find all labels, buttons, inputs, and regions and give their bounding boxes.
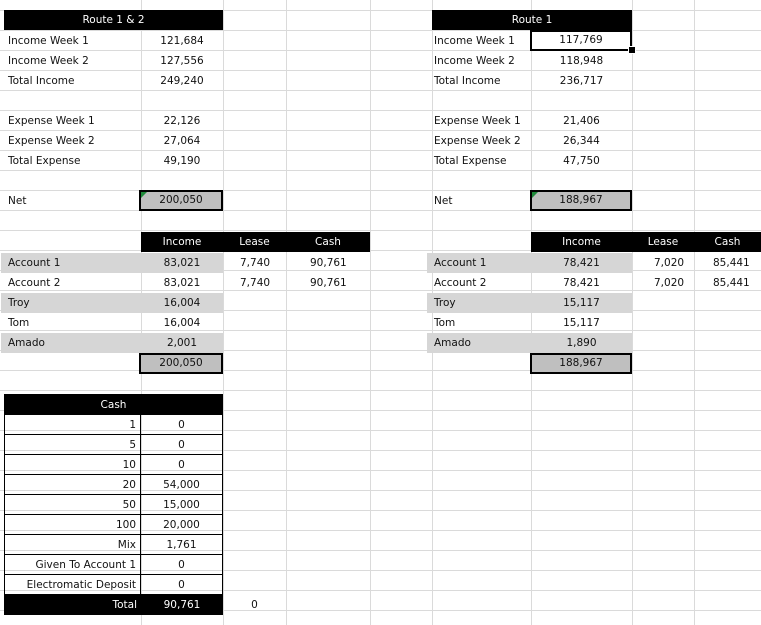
left-route-header[interactable]: Route 1 & 2 [4, 10, 223, 30]
right-net-label[interactable]: Net [434, 195, 453, 207]
right-net-value[interactable]: 188,967 [530, 190, 632, 211]
denomination-20-value[interactable]: 54,000 [141, 475, 223, 495]
right-amado-label[interactable]: Amado [434, 337, 471, 349]
left-account1-cash[interactable]: 90,761 [310, 257, 347, 269]
right-troy-label[interactable]: Troy [434, 297, 456, 309]
left-income-week2-value[interactable]: 127,556 [160, 55, 204, 67]
right-account2-lease[interactable]: 7,020 [654, 277, 685, 289]
denomination-1-label[interactable]: 1 [4, 415, 141, 435]
right-account1-cash[interactable]: 85,441 [713, 257, 750, 269]
left-account2-income[interactable]: 83,021 [163, 277, 201, 289]
left-expense-week1-label[interactable]: Expense Week 1 [8, 115, 95, 127]
right-cash-header[interactable]: Cash [694, 232, 761, 252]
left-troy-income[interactable]: 16,004 [163, 297, 201, 309]
right-amado-income[interactable]: 1,890 [566, 337, 597, 349]
cash-total-label[interactable]: Total [4, 595, 141, 615]
left-amado-label[interactable]: Amado [8, 337, 45, 349]
left-troy-label[interactable]: Troy [8, 297, 30, 309]
right-total-expense-label[interactable]: Total Expense [434, 155, 507, 167]
left-expense-week1-value[interactable]: 22,126 [163, 115, 201, 127]
right-total-income-label[interactable]: Total Income [434, 75, 501, 87]
denomination-100-value[interactable]: 20,000 [141, 515, 223, 535]
left-income-week1-label[interactable]: Income Week 1 [8, 35, 89, 47]
left-account2-label[interactable]: Account 2 [8, 277, 61, 289]
left-accounts-total[interactable]: 200,050 [139, 353, 223, 374]
right-expense-week1-label[interactable]: Expense Week 1 [434, 115, 521, 127]
right-income-week1-value[interactable]: 117,769 [530, 30, 632, 51]
left-income-header[interactable]: Income [141, 232, 223, 252]
mix-value[interactable]: 1,761 [141, 535, 223, 555]
left-income-week1-value[interactable]: 121,684 [160, 35, 204, 47]
right-expense-week2-label[interactable]: Expense Week 2 [434, 135, 521, 147]
left-amado-income[interactable]: 2,001 [166, 337, 198, 349]
denomination-1-value[interactable]: 0 [141, 415, 223, 435]
cash-total-value[interactable]: 90,761 [141, 595, 223, 615]
left-cash-header[interactable]: Cash [286, 232, 370, 252]
right-tom-label[interactable]: Tom [434, 317, 456, 329]
right-tom-income[interactable]: 15,117 [563, 317, 600, 329]
formula-indicator-icon [141, 192, 147, 198]
left-expense-week2-value[interactable]: 27,064 [163, 135, 201, 147]
mix-label[interactable]: Mix [4, 535, 141, 555]
given-to-account1-value[interactable]: 0 [141, 555, 223, 575]
left-total-income-value[interactable]: 249,240 [160, 75, 204, 87]
denomination-50-label[interactable]: 50 [4, 495, 141, 515]
left-net-label[interactable]: Net [8, 195, 27, 207]
denomination-10-label[interactable]: 10 [4, 455, 141, 475]
right-total-income-value[interactable]: 236,717 [559, 75, 604, 87]
right-account2-income[interactable]: 78,421 [563, 277, 600, 289]
left-tom-label[interactable]: Tom [8, 317, 30, 329]
left-net-value[interactable]: 200,050 [139, 190, 223, 211]
right-income-week1-label[interactable]: Income Week 1 [434, 35, 515, 47]
right-income-week2-value[interactable]: 118,948 [559, 55, 604, 67]
right-account1-lease[interactable]: 7,020 [654, 257, 685, 269]
right-account1-income[interactable]: 78,421 [563, 257, 600, 269]
right-accounts-total[interactable]: 188,967 [530, 353, 632, 374]
left-account1-income[interactable]: 83,021 [163, 257, 201, 269]
right-lease-header[interactable]: Lease [632, 232, 694, 252]
denomination-5-label[interactable]: 5 [4, 435, 141, 455]
right-account2-label[interactable]: Account 2 [434, 277, 487, 289]
electromatic-deposit-label[interactable]: Electromatic Deposit [4, 575, 141, 595]
right-expense-week2-value[interactable]: 26,344 [563, 135, 600, 147]
right-account1-label[interactable]: Account 1 [434, 257, 487, 269]
left-account1-lease[interactable]: 7,740 [240, 257, 271, 269]
left-expense-week2-label[interactable]: Expense Week 2 [8, 135, 95, 147]
electromatic-deposit-value[interactable]: 0 [141, 575, 223, 595]
right-expense-week1-value[interactable]: 21,406 [563, 115, 600, 127]
cash-side-value[interactable]: 0 [251, 599, 258, 611]
right-income-header[interactable]: Income [531, 232, 632, 252]
right-account2-cash[interactable]: 85,441 [713, 277, 750, 289]
left-lease-header[interactable]: Lease [223, 232, 286, 252]
left-total-expense-value[interactable]: 49,190 [163, 155, 201, 167]
formula-indicator-icon [532, 192, 538, 198]
right-income-week2-label[interactable]: Income Week 2 [434, 55, 515, 67]
cash-table-header[interactable]: Cash [4, 394, 223, 415]
left-total-income-label[interactable]: Total Income [8, 75, 75, 87]
left-tom-income[interactable]: 16,004 [163, 317, 201, 329]
denomination-5-value[interactable]: 0 [141, 435, 223, 455]
denomination-100-label[interactable]: 100 [4, 515, 141, 535]
denomination-10-value[interactable]: 0 [141, 455, 223, 475]
right-total-expense-value[interactable]: 47,750 [563, 155, 600, 167]
left-account1-label[interactable]: Account 1 [8, 257, 61, 269]
left-total-expense-label[interactable]: Total Expense [8, 155, 81, 167]
left-income-week2-label[interactable]: Income Week 2 [8, 55, 89, 67]
left-account2-cash[interactable]: 90,761 [310, 277, 347, 289]
denomination-50-value[interactable]: 15,000 [141, 495, 223, 515]
left-account2-lease[interactable]: 7,740 [240, 277, 271, 289]
denomination-20-label[interactable]: 20 [4, 475, 141, 495]
right-route-header[interactable]: Route 1 [432, 10, 632, 30]
right-troy-income[interactable]: 15,117 [563, 297, 600, 309]
given-to-account1-label[interactable]: Given To Account 1 [4, 555, 141, 575]
